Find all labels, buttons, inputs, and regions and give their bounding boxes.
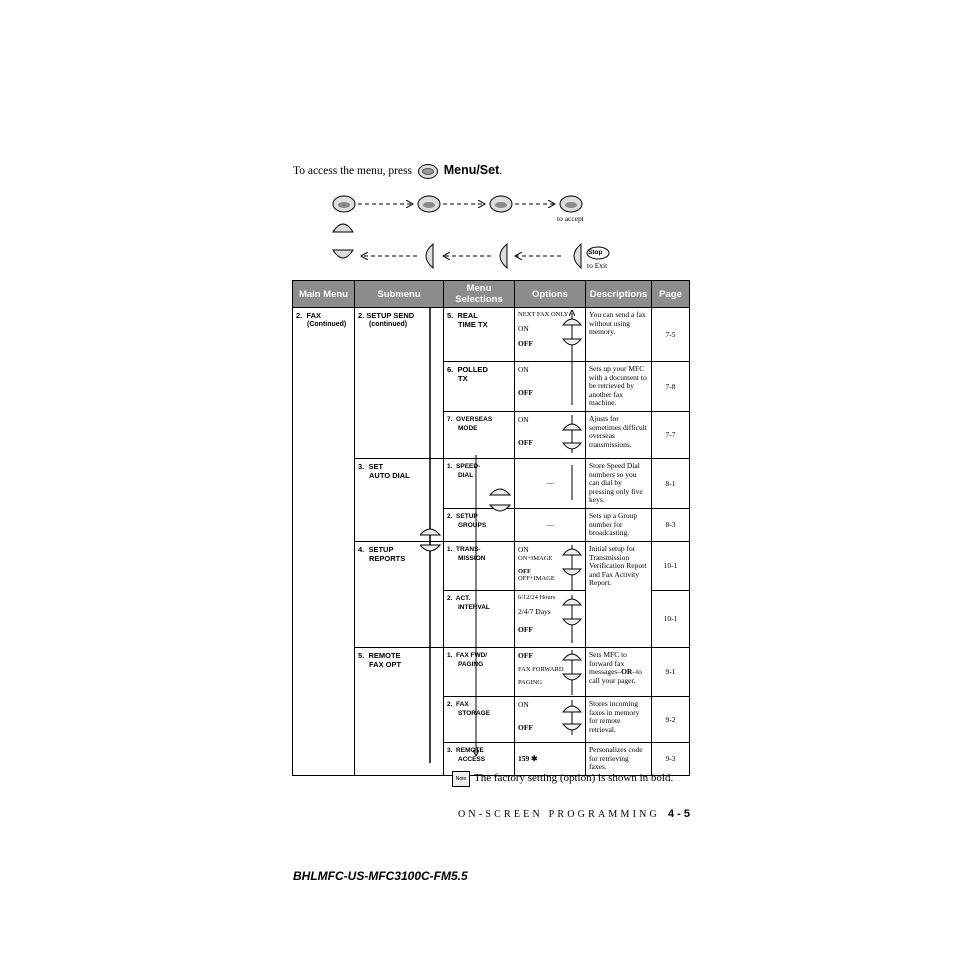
options-cell: — — [515, 508, 586, 541]
selection-cell: 1. SPEED- DIAL — [444, 458, 515, 508]
selection-cell: 3. REMOTE ACCESS — [444, 742, 515, 775]
header-submenu: Submenu — [355, 281, 444, 308]
description-cell: Stores incoming faxes in memory for remote retrieval. — [586, 696, 652, 742]
page-cell: 9-1 — [652, 647, 690, 696]
selection-cell: 5. REAL TIME TX — [444, 308, 515, 362]
selection-cell: 2. FAX STORAGE — [444, 696, 515, 742]
page-cell: 7-7 — [652, 411, 690, 458]
page-cell: 8-3 — [652, 508, 690, 541]
selection-cell: 6. POLLED TX — [444, 362, 515, 412]
submenu-cell: 2. SETUP SEND (continued) — [355, 308, 444, 459]
navigation-diagram — [325, 192, 625, 274]
selection-cell: 2. ACT. INTERVAL — [444, 590, 515, 647]
menu-set-label: Menu/Set — [443, 163, 500, 177]
selection-cell: 2. SETUP GROUPS — [444, 508, 515, 541]
header-options: Options — [515, 281, 586, 308]
page-number: 4 - 5 — [668, 808, 691, 820]
down-arrow-key-icon — [563, 674, 581, 680]
intro-prefix: To access the menu, press — [293, 165, 412, 177]
up-arrow-key-icon — [563, 706, 581, 712]
up-arrow-key-icon — [563, 549, 581, 555]
left-arrow-key-icon — [426, 244, 433, 268]
submenu-cell: 5. REMOTE FAX OPT — [355, 647, 444, 775]
up-arrow-key-icon — [333, 224, 353, 232]
down-arrow-key-icon — [563, 569, 581, 575]
running-footer: ON-SCREEN PROGRAMMING — [458, 809, 660, 820]
table-navigation-arrows — [420, 305, 590, 765]
up-arrow-key-icon — [420, 529, 440, 535]
header-menu-selections: Menu Selections — [444, 281, 515, 308]
selection-cell: 1. FAX FWD/ PAGING — [444, 647, 515, 696]
intro-line — [293, 163, 502, 179]
page-cell: 9-2 — [652, 696, 690, 742]
page-cell: 10-1 — [652, 541, 690, 590]
main-menu-cell: 2. FAX (Continued) — [293, 308, 355, 776]
exit-label: to Exit — [587, 261, 608, 270]
note-icon: Note — [452, 771, 470, 787]
menu-set-key-icon — [560, 196, 582, 212]
stop-label: Stop — [588, 249, 603, 256]
table-header-row — [293, 281, 690, 308]
options-cell: ON OFF — [515, 411, 586, 458]
description-cell: Sets MFC to forward fax messages–OR–to call your pager. — [586, 647, 652, 696]
menu-set-key-icon — [333, 196, 355, 212]
selection-cell: 7. OVERSEAS MODE — [444, 411, 515, 458]
description-cell: Personalizes code for retrieving faxes. — [586, 742, 652, 775]
down-arrow-key-icon — [420, 545, 440, 551]
description-cell: Initial setup for Transmission Verification Report and Fax Activity Report. — [586, 541, 652, 647]
options-cell: 159 ✱ — [515, 742, 586, 775]
description-cell: Sets up a Group number for broadcasting. — [586, 508, 652, 541]
down-arrow-key-icon — [333, 250, 353, 258]
page-cell: 8-1 — [652, 458, 690, 508]
down-arrow-key-icon — [490, 505, 510, 511]
down-arrow-key-icon — [563, 619, 581, 625]
accept-label: to accept — [557, 214, 584, 223]
options-cell: ON OFF — [515, 696, 586, 742]
submenu-cell: 4. SETUP REPORTS — [355, 541, 444, 647]
up-arrow-key-icon — [563, 424, 581, 430]
left-arrow-key-icon — [574, 244, 581, 268]
down-arrow-key-icon — [563, 724, 581, 730]
options-cell: ON OFF — [515, 362, 586, 412]
submenu-cell: 3. SET AUTO DIAL — [355, 458, 444, 541]
up-arrow-key-icon — [563, 599, 581, 605]
header-main-menu: Main Menu — [293, 281, 355, 308]
intro-suffix: . — [499, 165, 503, 177]
page-cell: 7-5 — [652, 308, 690, 362]
header-descriptions: Descriptions — [586, 281, 652, 308]
header-page: Page — [652, 281, 690, 308]
up-arrow-key-icon — [563, 654, 581, 660]
menu-set-key-icon — [418, 164, 438, 179]
menu-set-key-icon — [490, 196, 512, 212]
model-id: BHLMFC-US-MFC3100C-FM5.5 — [293, 869, 468, 883]
options-cell: OFF FAX FORWARD PAGING — [515, 647, 586, 696]
options-cell: NEXT FAX ONLY ON OFF — [515, 308, 586, 362]
page-cell: 10-1 — [652, 590, 690, 647]
description-cell: You can send a fax without using memory. — [586, 308, 652, 362]
description-cell: Ajusts for sometimes difficult overseas transmissions. — [586, 411, 652, 458]
main-menu-name: FAX — [306, 311, 322, 320]
menu-set-key-icon — [418, 196, 440, 212]
options-cell: ON ON+IMAGE OFF OFF+IMAGE — [515, 541, 586, 590]
down-arrow-key-icon — [563, 339, 581, 345]
selection-cell: 1. TRANS- MISSION — [444, 541, 515, 590]
options-cell: 6/12/24 Hours 2/4/7 Days OFF — [515, 590, 586, 647]
up-arrow-key-icon — [490, 489, 510, 495]
note-text: The factory setting (option) is shown in bold. — [474, 772, 674, 784]
description-cell: Store Speed Dial numbers so you can dial by pressing only five keys. — [586, 458, 652, 508]
main-menu-sub: (Continued) — [307, 321, 347, 328]
options-cell: — — [515, 458, 586, 508]
up-arrow-key-icon — [563, 319, 581, 325]
description-cell: Sets up your MFC with a document to be retrieved by another fax machine. — [586, 362, 652, 412]
page-cell: 9-3 — [652, 742, 690, 775]
down-arrow-key-icon — [563, 443, 581, 449]
left-arrow-key-icon — [500, 244, 507, 268]
page-cell: 7-8 — [652, 362, 690, 412]
